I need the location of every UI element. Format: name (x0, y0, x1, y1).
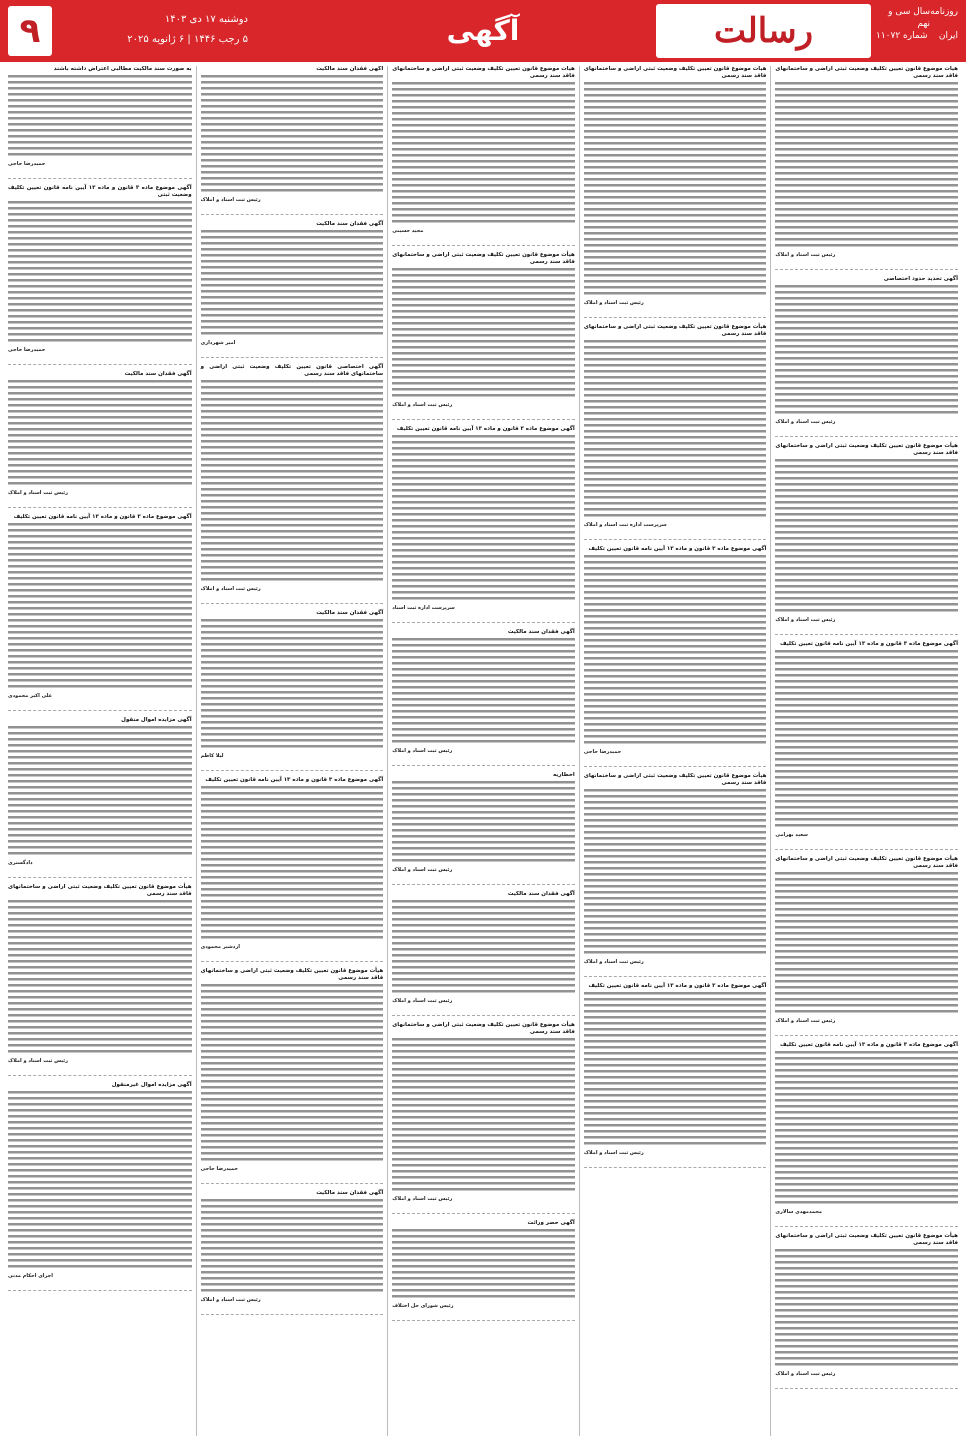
ad-divider (392, 1213, 575, 1214)
classified-ad (8, 717, 192, 867)
ad-title: هیأت موضوع قانون تعیین تکلیف وضعیت ثبتی اراضی و ساختمانهای فاقد سند رسمی (775, 856, 958, 869)
brand-row-2 (876, 30, 958, 42)
classified-ad (392, 1022, 575, 1203)
ad-column (196, 66, 388, 1436)
brand-row-2-left: شماره ۱۱۰۷۲ (876, 31, 928, 41)
ad-body-text (584, 340, 767, 520)
classified-ad (775, 66, 958, 259)
ad-signature: رئیس ثبت اسناد و املاک (392, 748, 453, 754)
ad-body-text (775, 82, 958, 250)
ad-title: هیأت موضوع قانون تعیین تکلیف وضعیت ثبتی اراضی و ساختمانهای فاقد سند رسمی (392, 252, 575, 265)
ad-title: هیأت موضوع قانون تعیین تکلیف وضعیت ثبتی اراضی و ساختمانهای فاقد سند رسمی (775, 1233, 958, 1246)
ad-signature: رئیس ثبت اسناد و املاک (392, 998, 453, 1004)
ad-title: آگهی موضوع ماده ۳ قانون و ماده ۱۳ آیین نامه قانون تعیین تکلیف (13, 514, 192, 520)
ad-body-text (392, 268, 575, 400)
ad-divider (775, 1388, 958, 1389)
ad-divider (584, 766, 767, 767)
brand-row-2-right: ایران (938, 31, 958, 41)
classified-ad (8, 185, 192, 354)
classified-ad (8, 1082, 192, 1280)
brand-row-1-right: روزنامه (930, 7, 958, 17)
ad-title: هیأت موضوع قانون تعیین تکلیف وضعیت ثبتی اراضی و ساختمانهای فاقد سند رسمی (392, 1022, 575, 1035)
classified-ad (775, 1042, 958, 1216)
ad-divider (201, 770, 384, 771)
ad-body-text (392, 1229, 575, 1301)
ad-signature: رئیس ثبت اسناد و املاک (200, 586, 261, 592)
ad-title: هیأت موضوع قانون تعیین تکلیف وضعیت ثبتی اراضی و ساختمانهای فاقد سند رسمی (583, 324, 767, 337)
ad-title: آگهی مزایده اموال غیرمنقول (111, 1082, 192, 1088)
ad-body-text (392, 82, 575, 226)
brand-row-1 (876, 6, 958, 30)
ad-divider (8, 507, 192, 508)
ad-body-text (201, 230, 384, 338)
ad-divider (584, 317, 767, 318)
ad-signature: محمدمهدی سالاری (775, 1209, 822, 1215)
ad-title: هیأت موضوع قانون تعیین تکلیف وضعیت ثبتی اراضی و ساختمانهای فاقد سند رسمی (8, 884, 192, 897)
ad-body-text (8, 75, 192, 159)
ad-divider (584, 1167, 767, 1168)
ad-divider (201, 1183, 384, 1184)
ad-signature: دادگستری (8, 860, 33, 866)
classified-ad (392, 772, 575, 874)
ad-divider (775, 634, 958, 635)
classified-ad (392, 891, 575, 1005)
ad-divider (8, 1290, 192, 1291)
ad-column (387, 66, 579, 1436)
classified-ad (201, 968, 384, 1173)
ad-title: آگهی فقدان سند مالکیت (507, 891, 575, 897)
ad-title: هیأت موضوع قانون تعیین تکلیف وضعیت ثبتی اراضی و ساختمانهای فاقد سند رسمی (775, 443, 958, 456)
ad-body-text (8, 523, 192, 691)
ad-signature: رئیس ثبت اسناد و املاک (583, 959, 644, 965)
ad-divider (775, 1035, 958, 1036)
ad-signature: سرپرست اداره ثبت اسناد (392, 605, 455, 611)
brand-row-1-left: سال سی و نهم (888, 7, 931, 29)
ad-column (770, 66, 962, 1436)
ad-signature: رئیس ثبت اسناد و املاک (775, 1018, 836, 1024)
ad-column (4, 66, 196, 1436)
ad-signature: رئیس ثبت اسناد و املاک (8, 1058, 69, 1064)
classified-ad (201, 66, 384, 204)
ad-signature: رئیس ثبت اسناد و املاک (775, 617, 836, 623)
ad-body-text (201, 786, 384, 942)
ad-body-text (201, 1199, 384, 1295)
classified-ad (775, 641, 958, 839)
ad-title: آگهی موضوع ماده ۳ قانون و ماده ۱۳ آیین نامه قانون تعیین تکلیف (780, 1042, 958, 1048)
ad-signature: رئیس ثبت اسناد و املاک (392, 402, 453, 408)
ad-title: هیأت موضوع قانون تعیین تکلیف وضعیت ثبتی اراضی و ساختمانهای فاقد سند رسمی (200, 968, 384, 981)
ad-signature: رئیس ثبت اسناد و املاک (392, 867, 453, 873)
ad-divider (392, 622, 575, 623)
page-number: ۹ (8, 6, 52, 56)
ad-divider (392, 765, 575, 766)
ad-title: آگهی اختصاصی قانون تعیین تکلیف وضعیت ثبتی اراضی و ساختمانهای فاقد سند رسمی (200, 364, 384, 377)
ad-signature: حمیدرضا حاجی (200, 1166, 238, 1172)
classified-ad (392, 66, 575, 235)
ad-divider (201, 603, 384, 604)
classified-ad (775, 1233, 958, 1378)
ad-body-text (584, 555, 767, 747)
ad-signature: رئیس ثبت اسناد و املاک (200, 197, 261, 203)
ad-signature: مجید حسینی (392, 228, 424, 234)
classified-ad (201, 1190, 384, 1304)
ad-divider (8, 877, 192, 878)
classified-ad (584, 324, 767, 529)
ad-divider (201, 214, 384, 215)
classified-ad (584, 773, 767, 966)
ad-signature: لیلا کاظم (200, 753, 224, 759)
ad-signature: رئیس ثبت اسناد و املاک (775, 1371, 836, 1377)
ad-divider (392, 419, 575, 420)
classified-ad (201, 610, 384, 760)
classified-ad (392, 426, 575, 612)
ad-title: آگهی فقدان سند مالکیت (316, 66, 384, 72)
ad-signature: علی اکبر محمودی (8, 693, 53, 699)
classified-ad (8, 371, 192, 497)
ad-body-text (775, 285, 958, 417)
ad-body-text (775, 459, 958, 615)
ad-divider (8, 710, 192, 711)
ad-title: آگهی حصر وراثت (527, 1220, 575, 1226)
ad-body-text (8, 1091, 192, 1271)
ad-divider (8, 178, 192, 179)
ad-title: آگهی فقدان سند مالکیت (124, 371, 192, 377)
ad-divider (775, 1226, 958, 1227)
classified-ad (8, 884, 192, 1065)
classified-ad (392, 252, 575, 409)
ad-title: آگهی فقدان سند مالکیت (316, 221, 384, 227)
ad-columns (4, 66, 962, 1436)
ad-divider (392, 1015, 575, 1016)
ad-title: آگهی مزایده اموال منقول (121, 717, 192, 723)
classified-ad (392, 629, 575, 755)
ad-divider (392, 884, 575, 885)
ad-body-text (8, 726, 192, 858)
ad-title: به صورت سند مالکیت مطالبی اعتراض داشته باشند (53, 66, 192, 72)
ad-signature: اردشیر محمودی (200, 944, 240, 950)
ad-signature: رئیس شورای حل اختلاف (392, 1303, 454, 1309)
ad-title: آگهی فقدان سند مالکیت (316, 610, 384, 616)
classified-ad (8, 66, 192, 168)
ad-title: هیأت موضوع قانون تعیین تکلیف وضعیت ثبتی اراضی و ساختمانهای فاقد سند رسمی (775, 66, 958, 79)
classified-ad (392, 1220, 575, 1310)
classified-ad (201, 364, 384, 593)
classified-ad (201, 221, 384, 347)
ad-column (579, 66, 771, 1436)
ad-body-text (584, 82, 767, 298)
ad-signature: رئیس ثبت اسناد و املاک (200, 1297, 261, 1303)
date-other: ۵ رجب ۱۴۴۶ | ۶ ژانویه ۲۰۲۵ (127, 34, 248, 45)
ad-body-text (8, 201, 192, 345)
ad-divider (775, 849, 958, 850)
ad-body-text (8, 900, 192, 1056)
ad-signature: اجرای احکام مدنی (8, 1273, 53, 1279)
ad-signature: رئیس ثبت اسناد و املاک (583, 300, 644, 306)
classified-ad (775, 276, 958, 426)
ad-body-text (775, 1249, 958, 1369)
classified-ad (8, 514, 192, 700)
ad-divider (201, 1314, 384, 1315)
page-header (0, 0, 966, 62)
ad-title: آگهی موضوع ماده ۳ قانون و ماده ۱۳ آیین نامه قانون تعیین تکلیف (780, 641, 958, 647)
section-title: آگهی (446, 14, 520, 47)
classified-ad (201, 777, 384, 951)
ad-body-text (201, 380, 384, 584)
ad-signature: حمیدرضا حاجی (8, 347, 46, 353)
ad-title: آگهی فقدان سند مالکیت (507, 629, 575, 635)
ad-body-text (392, 900, 575, 996)
ad-title: آگهی موضوع ماده ۳ قانون و ماده ۱۳ آیین نامه قانون تعیین تکلیف (588, 983, 767, 989)
ad-signature: سعید بهرامی (775, 832, 808, 838)
ad-signature: سرپرست اداره ثبت اسناد و املاک (583, 522, 667, 528)
ad-signature: رئیس ثبت اسناد و املاک (775, 419, 836, 425)
ad-signature: رئیس ثبت اسناد و املاک (392, 1196, 453, 1202)
ad-body-text (775, 650, 958, 830)
ad-divider (392, 245, 575, 246)
ad-body-text (584, 992, 767, 1148)
ad-title: آگهی موضوع ماده ۳ قانون و ماده ۱۳ آیین نامه قانون تعیین تکلیف وضعیت ثبتی (8, 185, 192, 198)
ad-divider (201, 961, 384, 962)
ad-signature: امیر شهرداری (200, 340, 236, 346)
ad-title: آگهی تحدید حدود اختصاصی (883, 276, 958, 282)
ad-body-text (392, 638, 575, 746)
ad-title: اخطاریه (552, 772, 575, 778)
publication-info (876, 6, 958, 56)
issue-dates (58, 10, 248, 50)
date-persian: دوشنبه ۱۷ دی ۱۴۰۳ (164, 14, 248, 25)
ad-body-text (392, 781, 575, 865)
ad-title: آگهی موضوع ماده ۳ قانون و ماده ۱۳ آیین نامه قانون تعیین تکلیف (396, 426, 575, 432)
classified-ad (584, 983, 767, 1157)
ad-body-text (584, 789, 767, 957)
ad-title: آگهی فقدان سند مالکیت (316, 1190, 384, 1196)
ad-divider (584, 539, 767, 540)
ad-body-text (8, 380, 192, 488)
ad-body-text (201, 984, 384, 1164)
ad-signature: حمیدرضا حاجی (8, 161, 46, 167)
ad-body-text (775, 1051, 958, 1207)
ad-title: آگهی موضوع ماده ۳ قانون و ماده ۱۳ آیین نامه قانون تعیین تکلیف (588, 546, 767, 552)
ad-body-text (201, 75, 384, 195)
ad-title: هیأت موضوع قانون تعیین تکلیف وضعیت ثبتی اراضی و ساختمانهای فاقد سند رسمی (583, 66, 767, 79)
classified-ad (584, 546, 767, 756)
ad-divider (392, 1320, 575, 1321)
ad-divider (8, 364, 192, 365)
ad-signature: رئیس ثبت اسناد و املاک (583, 1150, 644, 1156)
ad-body-text (392, 1038, 575, 1194)
ad-signature: رئیس ثبت اسناد و املاک (8, 490, 69, 496)
ad-divider (8, 1075, 192, 1076)
date-box (8, 6, 248, 56)
ad-title: هیأت موضوع قانون تعیین تکلیف وضعیت ثبتی اراضی و ساختمانهای فاقد سند رسمی (392, 66, 575, 79)
ad-signature: حمیدرضا حاجی (583, 749, 622, 755)
ad-divider (775, 269, 958, 270)
ad-divider (201, 357, 384, 358)
ad-body-text (201, 619, 384, 751)
ad-body-text (775, 872, 958, 1016)
classified-ad (775, 856, 958, 1025)
ad-title: آگهی موضوع ماده ۳ قانون و ماده ۱۳ آیین نامه قانون تعیین تکلیف (205, 777, 384, 783)
classified-ad (775, 443, 958, 624)
ad-divider (775, 436, 958, 437)
ad-body-text (392, 435, 575, 603)
ad-title: هیأت موضوع قانون تعیین تکلیف وضعیت ثبتی اراضی و ساختمانهای فاقد سند رسمی (583, 773, 767, 786)
classified-ad (584, 66, 767, 307)
newspaper-logo: رسالت (656, 4, 871, 58)
ad-divider (584, 976, 767, 977)
ad-signature: رئیس ثبت اسناد و املاک (775, 252, 836, 258)
